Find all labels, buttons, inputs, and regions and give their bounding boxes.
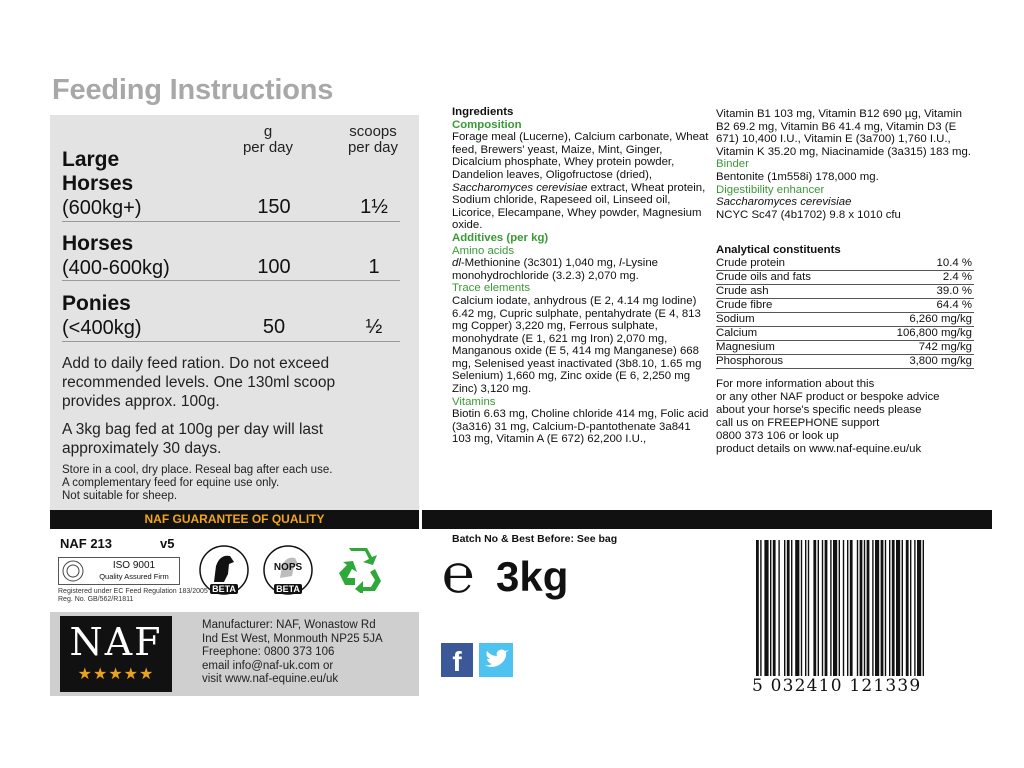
analytical-name: Crude ash (716, 285, 860, 299)
barcode-bar (875, 540, 879, 678)
nops-beta-label: BETA (276, 584, 300, 594)
row-large-horses-scoops: 1½ (360, 196, 388, 218)
feeding-title: Feeding Instructions (52, 74, 334, 106)
barcode-bar (770, 540, 771, 678)
feeding-paragraph-2: A 3kg bag fed at 100g per day will last approximately 30 days. (62, 421, 324, 457)
beta-label: BETA (212, 584, 236, 594)
barcode-bar (784, 540, 785, 678)
col-header-g-line1: g (263, 123, 273, 140)
analytical-table (716, 257, 974, 369)
feeding-paragraph-1: Add to daily feed ration. Do not exceed recommended levels. One 130ml scoop provides approx. 100g. (62, 355, 336, 410)
col-header-scoops-line1: scoops (349, 123, 397, 140)
iso-badge (58, 557, 180, 585)
analytical-value: 3,800 mg/kg (860, 355, 974, 369)
ingredients-column (452, 106, 710, 446)
analytical-row (716, 355, 974, 369)
binder-text: Bentonite (1m558i) 178,000 mg. (716, 170, 879, 183)
barcode-bar (787, 540, 790, 678)
amino-acids-heading: Amino acids (452, 244, 515, 257)
sheep-warning: Not suitable for sheep. (62, 490, 178, 502)
barcode-bar (910, 540, 911, 678)
barcode-bar (847, 540, 848, 678)
analytical-value: 10.4 % (860, 257, 974, 271)
digestibility-heading: Digestibility enhancer (716, 183, 825, 196)
manufacturer-email: email info@naf-uk.com or (202, 659, 334, 672)
registration-text (58, 588, 208, 604)
row-divider (62, 280, 400, 281)
barcode-bar (881, 540, 884, 678)
info-phone: 0800 373 106 or look up (716, 430, 839, 442)
analytical-value: 2.4 % (860, 271, 974, 285)
barcode-bar (818, 540, 819, 678)
analytical-name: Magnesium (716, 341, 860, 355)
barcode-bar (850, 540, 853, 678)
row-large-horses-name (62, 148, 133, 196)
analytical-name: Crude protein (716, 257, 860, 271)
barcode-bar (830, 540, 831, 678)
barcode-bar (892, 540, 895, 678)
additives-heading: Additives (per kg) (452, 231, 549, 244)
row-horses-scoops: 1 (368, 256, 380, 278)
analytical-name: Crude fibre (716, 299, 860, 313)
analytical-value: 106,800 mg/kg (860, 327, 974, 341)
info-website: product details on www.naf-equine.eu/uk (716, 443, 922, 455)
barcode-bar (914, 540, 915, 678)
barcode-bar (923, 540, 924, 678)
barcode-digits: 5 032410 121339 (752, 676, 984, 696)
barcode-bar (864, 540, 865, 678)
barcode-bar (885, 540, 886, 678)
naf-logo: NAF (69, 620, 163, 664)
net-weight: 3kg (496, 553, 569, 600)
amino-acids-text (452, 257, 710, 282)
analytical-row (716, 313, 974, 327)
black-strip (422, 510, 992, 529)
row-large-name-1: Large (62, 148, 120, 171)
row-ponies-scoops: ½ (365, 316, 383, 338)
manufacturer-info (202, 619, 383, 687)
digestibility-yeast (716, 196, 976, 209)
barcode-bar (795, 540, 799, 678)
trace-elements-text: Calcium iodate, anhydrous (E 2, 4.14 mg Iodine) 6.42 mg, Cupric sulphate, pentahydrate (E 4, 813 mg Copper) 3,220 mg, Ferrous sulphate, monohydrate (E 1, 621 mg Iron) 2,070 mg, Manganous oxide (E 5, 414 mg Manganese) 668 mg, Selenised yeast inactivated (3b8.10, 1.65 mg Selenium) 1,660 mg, Zinc oxide (E 6, 2,250 mg Zinc) 3,120 mg. (452, 294, 702, 396)
row-horses-g: 100 (257, 256, 291, 278)
twitter-icon[interactable] (479, 643, 513, 677)
vitamins-continued: Vitamin B1 103 mg, Vitamin B12 690 µg, Vitamin B2 69.2 mg, Vitamin B6 41.4 mg, Vitamin D3 (E 671) 10,400 I.U., Vitamin E (3a700) 1,760 I.U., Vitamin K 35.20 mg, Niacinamide (3a315) 183 mg. (716, 108, 971, 158)
recycle-icon (333, 547, 383, 593)
analytical-value: 6,260 mg/kg (860, 313, 974, 327)
analytical-value: 39.0 % (860, 285, 974, 299)
storage-notes (62, 464, 402, 503)
barcode-bar (867, 540, 870, 678)
use-note: A complementary feed for equine use only. (62, 477, 280, 489)
manufacturer-line-2: Ind Est West, Monmouth NP25 5JA (202, 632, 383, 645)
registration-line-2: Reg. No. GB/562/R1811 (58, 596, 134, 603)
facebook-icon[interactable]: f (441, 643, 473, 677)
barcode-bar (843, 540, 844, 678)
registration-line-1: Registered under EC Feed Regulation 183/2005 (58, 588, 208, 595)
composition-list-rest: extract, Wheat protein, Sodium chloride, Rapeseed oil, Linseed oil, Licorice, Elecampane, Whey powder, Magnesium oxide. (452, 181, 706, 232)
manufacturer-phone: Freephone: 0800 373 106 (202, 646, 335, 658)
info-line-1: For more information about this (716, 378, 875, 390)
col-header-g (232, 124, 304, 156)
barcode-bar (764, 540, 768, 678)
iso-sublabel: Quality Assured Firm (99, 572, 169, 581)
amino-l: l (619, 257, 622, 270)
barcode-icon (752, 540, 984, 690)
barcode-bar (805, 540, 806, 678)
row-horses-weight: (400-600kg) (62, 257, 170, 279)
amino-methionine: -Methionine (3c301) 1,040 mg, (460, 257, 620, 270)
batch-info: Batch No & Best Before: See bag (452, 533, 618, 545)
col-header-scoops (334, 124, 412, 156)
info-line-3: about your horse's specific needs please (716, 404, 922, 416)
manufacturer-website: visit www.naf-equine.eu/uk (202, 673, 339, 685)
twitter-bird-icon (479, 643, 513, 677)
barcode-bar (902, 540, 903, 678)
barcode-bar (896, 540, 900, 678)
composition-yeast: Saccharomyces cerevisiae (452, 181, 588, 194)
row-large-horses-g: 150 (257, 196, 291, 218)
row-ponies-name: Ponies (62, 292, 131, 315)
barcode-bar (833, 540, 837, 678)
col-header-scoops-line2: per day (347, 139, 399, 156)
analytical-value: 64.4 % (860, 299, 974, 313)
barcode-bar (822, 540, 823, 678)
barcode-bar (839, 540, 840, 678)
analytical-row (716, 341, 974, 355)
barcode-bar (801, 540, 802, 678)
barcode-bar (917, 540, 921, 678)
ingredients-continued (716, 108, 976, 221)
barcode-bar (791, 540, 792, 678)
barcode-bar (778, 540, 779, 678)
composition-heading: Composition (452, 118, 522, 131)
col-header-g-line2: per day (242, 139, 294, 156)
digestibility-text: NCYC Sc47 (4b1702) 9.8 x 1010 cfu (716, 208, 901, 221)
analytical-name: Crude oils and fats (716, 271, 860, 285)
row-ponies-g: 50 (262, 316, 286, 338)
nops-label: NOPS (273, 562, 303, 573)
row-ponies-weight: (<400kg) (62, 317, 142, 339)
analytical-row (716, 327, 974, 341)
barcode-bar (857, 540, 858, 678)
analytical-row (716, 271, 974, 285)
binder-heading: Binder (716, 158, 749, 171)
composition-text (452, 131, 710, 232)
info-line-4: call us on FREEPHONE support (716, 417, 880, 429)
vitamins-heading: Vitamins (452, 395, 496, 408)
barcode-bar (860, 540, 863, 678)
product-code: NAF 213 (60, 536, 113, 551)
barcode-bar (808, 540, 809, 678)
trace-elements-heading: Trace elements (452, 282, 531, 295)
amino-lysine: -Lysine monohydrochloride (3.2.3) 2,070 mg. (452, 257, 658, 282)
barcode-bar (825, 540, 828, 678)
row-divider (62, 221, 400, 222)
estimated-sign-icon: ℮ (442, 542, 475, 605)
vitamins-text: Biotin 6.63 mg, Choline chloride 414 mg, Folic acid (3a316) 31 mg, Calcium-D-pantothenate 3a841 103 mg, Vitamin A (E 672) 62,200 I.U., (452, 408, 709, 446)
version-label: v5 (160, 536, 175, 551)
barcode-bar (813, 540, 816, 678)
barcode-bar (773, 540, 776, 678)
analytical-name: Sodium (716, 313, 860, 327)
analytical-value: 742 mg/kg (860, 341, 974, 355)
info-line-2: or any other NAF product or bespoke advice (716, 391, 940, 403)
row-divider (62, 341, 400, 342)
row-large-horses-weight: (600kg+) (62, 197, 142, 219)
analytical-name: Calcium (716, 327, 860, 341)
analytical-name: Phosphorous (716, 355, 860, 369)
analytical-row (716, 257, 974, 271)
iso-seal-icon (62, 560, 84, 582)
barcode-bar (872, 540, 873, 678)
guarantee-text: NAF GUARANTEE OF QUALITY (144, 512, 325, 526)
storage-note: Store in a cool, dry place. Reseal bag after each use. (62, 464, 333, 476)
barcode-bar (760, 540, 761, 678)
row-horses-name: Horses (62, 232, 134, 255)
analytical-heading: Analytical constituents (716, 244, 841, 256)
iso-label: ISO 9001 (112, 560, 156, 571)
composition-list: Forage meal (Lucerne), Calcium carbonate, Wheat feed, Brewers' yeast, Maize, Mint, Ginger, Dicalcium phosphate, Whey protein powder, Dandelion leaves, Oligofructose (dried), (452, 131, 709, 181)
five-stars-icon: ★★★★★ (77, 666, 155, 683)
analytical-row (716, 285, 974, 299)
ingredients-heading: Ingredients (452, 106, 514, 118)
more-info-text (716, 378, 940, 456)
amino-dl: dl (452, 257, 461, 270)
barcode-bar (906, 540, 909, 678)
barcode-bar (889, 540, 890, 678)
barcode-bar (756, 540, 759, 678)
row-large-name-2: Horses (62, 172, 134, 195)
analytical-row (716, 299, 974, 313)
manufacturer-line-1: Manufacturer: NAF, Wonastow Rd (202, 619, 376, 631)
digestibility-yeast-name: Saccharomyces cerevisiae (716, 196, 852, 209)
